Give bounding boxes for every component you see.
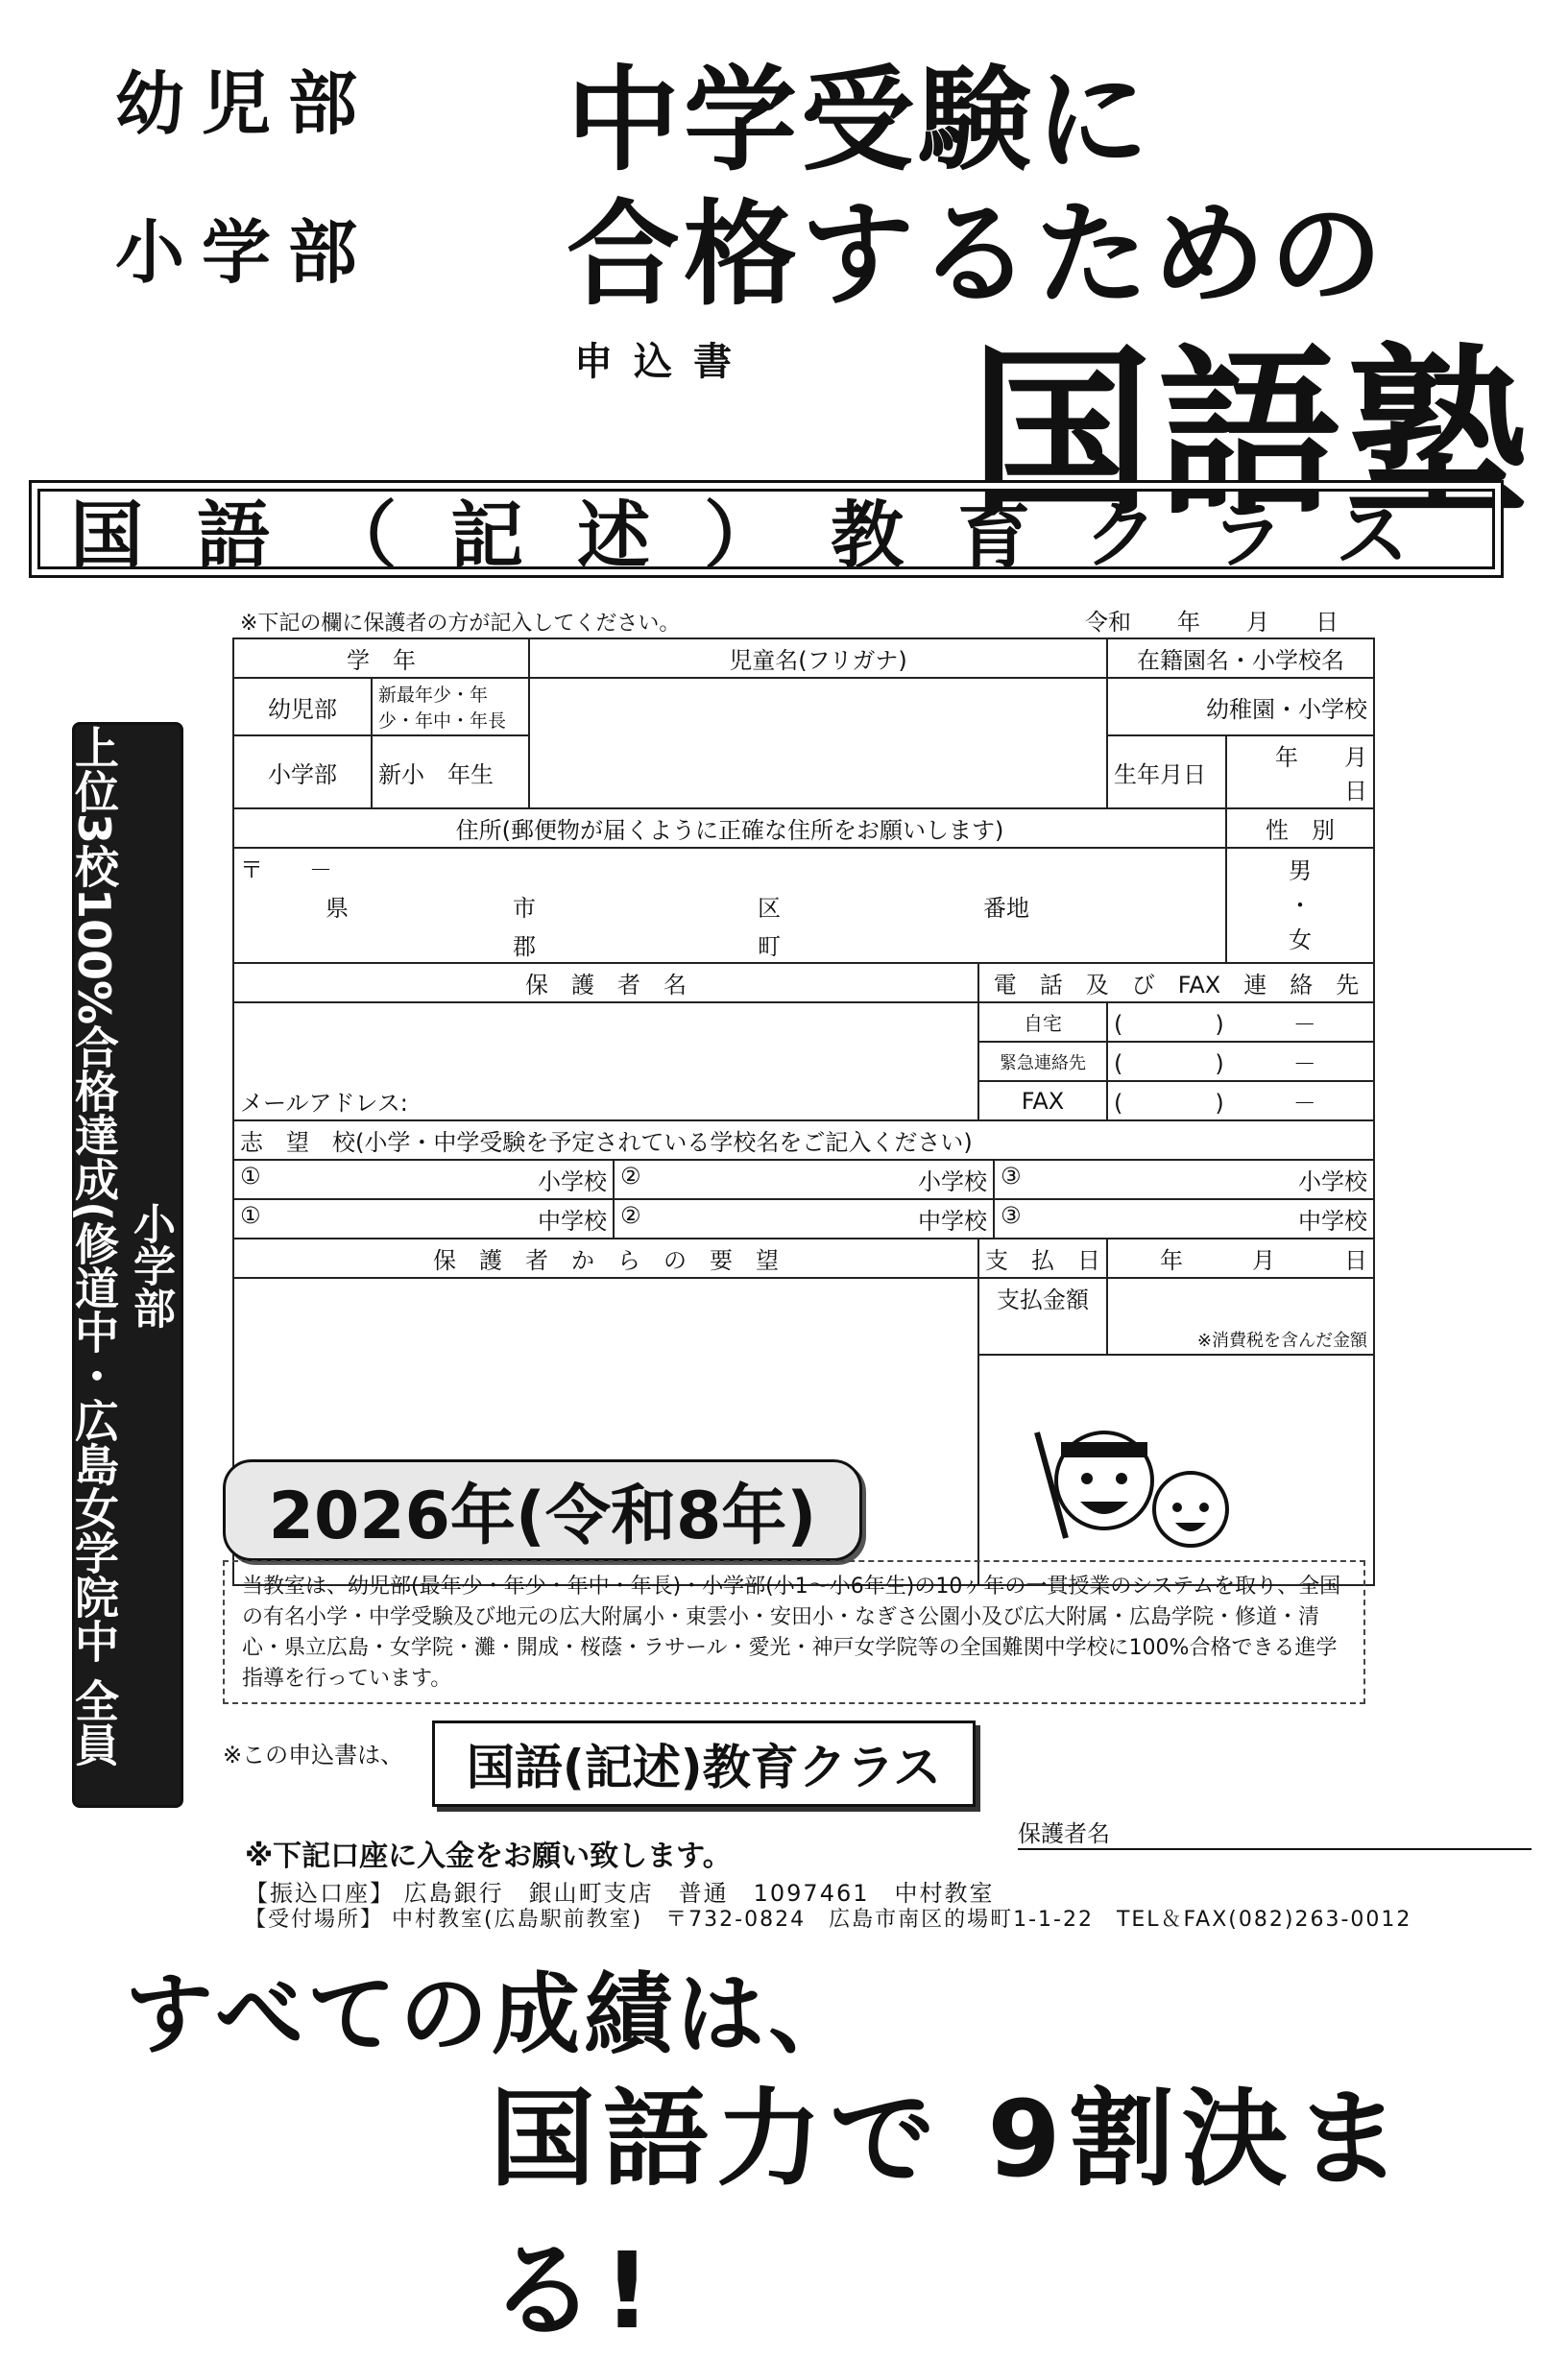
choice-mid-row (233, 1199, 1374, 1239)
paydate-field[interactable]: 年 月 日 (1107, 1239, 1374, 1278)
choice-elem-label: 小学校 (538, 1168, 607, 1195)
choice-elem-2[interactable] (615, 1161, 995, 1198)
class-note: ※この申込書は、 (223, 1742, 404, 1768)
office-info: 【受付場所】 中村教室(広島駅前教室) 〒732-0824 広島市南区的場町1-1-22 TEL＆FAX(082)263-0012 (245, 1908, 1412, 1932)
intro-text: 当教室は、幼児部(最年少・年少・年中・年長)・小学部(小1～小6年生)の10ヶ年の一貫授業のシステムを取り、全国の有名小学・中学受験及び地元の広大附属小・東雲小・安田小・なぎさ公園小及び広大附属・広島学院・修道・清心・県立広島・女学院・灘・開成・桜蔭・ラサール・愛光・神戸女学院等の全国難関中学校に100%合格できる進学指導を行っています。 (223, 1560, 1365, 1704)
fax-label: FAX (978, 1081, 1107, 1120)
choice-mid-label: 中学校 (538, 1208, 607, 1235)
class-banner: 国語（記述）教育クラス (29, 480, 1504, 578)
address-header: 住所(郵便物が届くように正確な住所をお願いします) (233, 808, 1226, 848)
school-suffix: 幼稚園・小学校 (1206, 695, 1367, 723)
request-header: 保 護 者 か ら の 要 望 (233, 1239, 978, 1278)
paydate-label: 支 払 日 (978, 1239, 1107, 1278)
choice-elem-label: 小学校 (1298, 1168, 1367, 1195)
choice-num-2: ② (620, 1163, 641, 1190)
dept-label-yoji: 幼児部 (115, 63, 375, 144)
address-field[interactable] (233, 848, 1226, 963)
class-name-box: 国語(記述)教育クラス (432, 1720, 976, 1807)
slogan-line2: 国語力で 9割決まる! (490, 2078, 1409, 2352)
headline-line2: 合格するための (567, 188, 1387, 321)
form-note: ※下記の欄に保護者の方が記入してください。 (240, 612, 681, 636)
headline-line1: 中学受験に (567, 54, 1153, 186)
mascot-area (978, 1355, 1374, 1585)
shogaku-label: 小学部 (233, 735, 372, 808)
side-banner-main: 上位3校100%合格達成(修道中・広島女学院中 全員合格) (18, 725, 120, 1768)
choice-mid-2[interactable] (615, 1200, 995, 1238)
choice-mid-label: 中学校 (1298, 1208, 1367, 1235)
child-name-header: 児童名(フリガナ) (529, 638, 1107, 678)
choice-num-2: ② (620, 1202, 641, 1229)
school-name-field[interactable] (1107, 678, 1374, 735)
banchi-label: 番地 (983, 895, 1029, 922)
birth-date-field[interactable]: 年 月 日 (1226, 735, 1374, 808)
sex-field[interactable] (1226, 848, 1374, 963)
gun-label: 郡 (513, 933, 536, 960)
town-label: 町 (758, 933, 781, 960)
email-label: メールアドレス: (240, 1090, 408, 1117)
application-form (232, 638, 1413, 1586)
child-name-field[interactable] (529, 678, 1107, 808)
side-banner (18, 722, 183, 1808)
yoji-grades: 新最年少・年少・年中・年長 (372, 678, 529, 735)
choice-mid-label: 中学校 (918, 1208, 987, 1235)
choice-header: 志 望 校(小学・中学受験を予定されている学校名をご記入ください) (233, 1120, 1374, 1160)
choice-num-1: ① (240, 1202, 261, 1229)
guardian-signature[interactable]: 保護者名 (1018, 1815, 1532, 1850)
choice-num-1: ① (240, 1163, 261, 1190)
fax-field[interactable]: ( ) － (1107, 1081, 1374, 1120)
home-label: 自宅 (978, 1002, 1107, 1042)
tax-note: ※消費税を含んだ金額 (1196, 1331, 1367, 1351)
emergency-phone-field[interactable]: ( ) － (1107, 1042, 1374, 1081)
choice-num-3: ③ (1001, 1163, 1022, 1190)
choice-mid-1[interactable] (234, 1200, 615, 1238)
choice-num-3: ③ (1001, 1202, 1022, 1229)
dept-label-shogaku: 小学部 (115, 212, 375, 293)
bank-info: 【振込口座】 広島銀行 銀山町支店 普通 1097461 中村教室 (245, 1880, 995, 1907)
guardian-name-field[interactable] (233, 1002, 978, 1120)
choice-elem-row (233, 1160, 1374, 1199)
sex-male[interactable]: 男 (1289, 857, 1312, 884)
choice-elem-label: 小学校 (918, 1168, 987, 1195)
mascot-icon (1018, 1413, 1248, 1557)
guardian-header: 保 護 者 名 (233, 963, 978, 1002)
birth-label: 生年月日 (1107, 735, 1226, 808)
city-label: 市 (513, 895, 536, 922)
side-banner-top: 小学部 (126, 1201, 175, 1329)
grade-header: 学 年 (233, 638, 529, 678)
yoji-label: 幼児部 (233, 678, 372, 735)
postal-code: 〒 － (240, 856, 332, 883)
ward-label: 区 (758, 895, 781, 922)
school-name: 国語塾 (970, 328, 1535, 541)
deposit-note: ※下記口座に入金をお願い致します。 (245, 1840, 732, 1873)
choice-elem-3[interactable] (995, 1161, 1373, 1198)
school-header: 在籍園名・小学校名 (1107, 638, 1374, 678)
amount-field[interactable] (1107, 1278, 1374, 1355)
form-label: 申込書 (574, 340, 753, 384)
slogan-line1: すべての成績は、 (125, 1963, 861, 2066)
sex-female[interactable]: 女 (1289, 926, 1312, 953)
pref-label: 県 (326, 895, 349, 922)
emergency-label: 緊急連絡先 (978, 1042, 1107, 1081)
form-date: 令和 年 月 日 (1085, 609, 1339, 636)
contact-header: 電 話 及 び FAX 連 絡 先 (978, 963, 1374, 1002)
home-phone-field[interactable]: ( ) － (1107, 1002, 1374, 1042)
amount-label: 支払金額 (978, 1278, 1107, 1355)
choice-elem-1[interactable] (234, 1161, 615, 1198)
sex-header: 性 別 (1226, 808, 1374, 848)
sex-dot: ・ (1289, 892, 1312, 919)
year-badge: 2026年(令和8年) (223, 1459, 862, 1561)
shogaku-grade: 新小 年生 (372, 735, 529, 808)
choice-mid-3[interactable] (995, 1200, 1373, 1238)
